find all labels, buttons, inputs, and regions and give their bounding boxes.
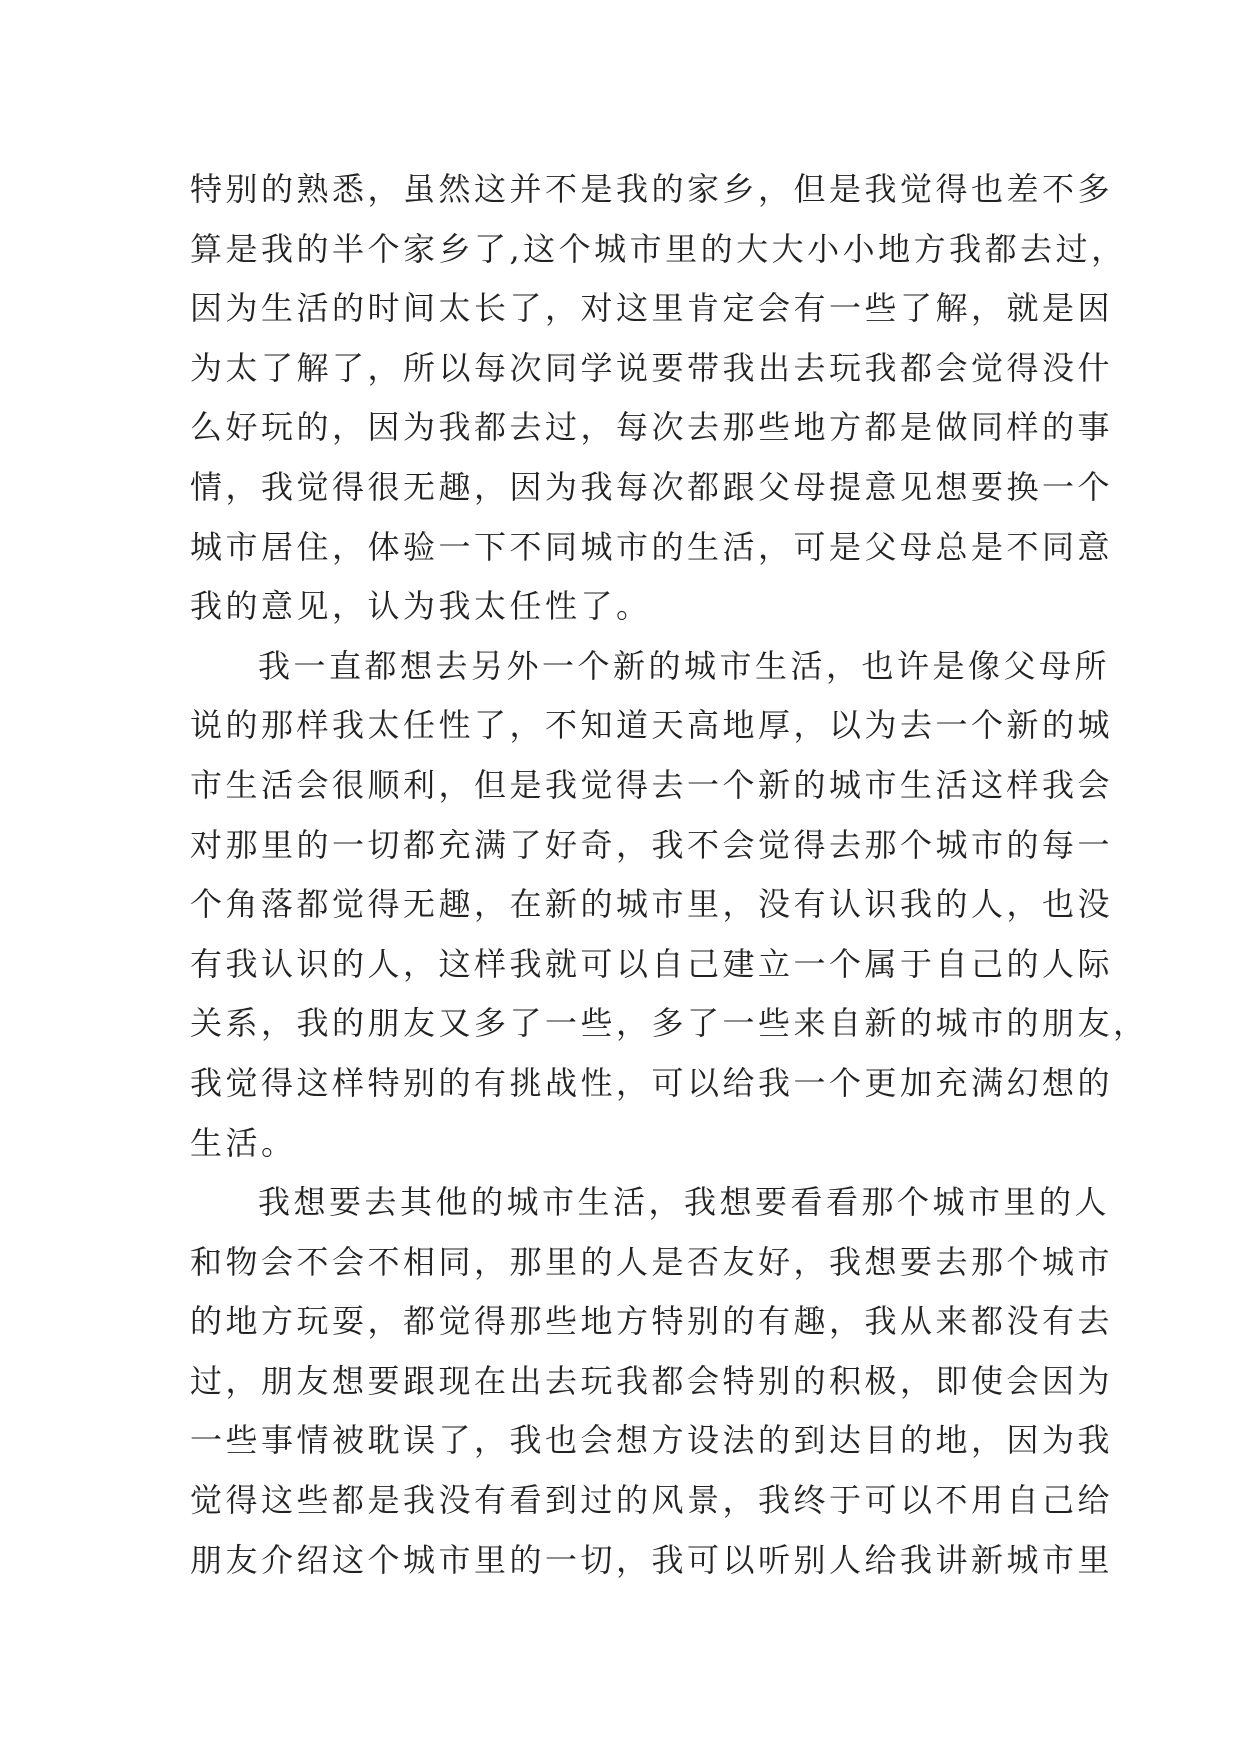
text-line: 过，朋友想要跟现在出去玩我都会特别的积极，即使会因为 [190,1361,1114,1400]
text-line: 因为生活的时间太长了，对这里肯定会有一些了解，就是因 [190,289,1114,328]
text-line: 算是我的半个家乡了,这个城市里的大大小小地方我都去过， [190,229,1127,268]
text-line: 有我认识的人，这样我就可以自己建立一个属于自己的人际 [190,944,1114,983]
text-line: 市生活会很顺利，但是我觉得去一个新的城市生活这样我会 [190,765,1114,804]
paragraph-first-line: 我一直都想去另外一个新的城市生活，也许是像父母所 [258,646,1111,685]
text-line: 么好玩的，因为我都去过，每次去那些地方都是做同样的事 [190,408,1114,447]
text-line: 情，我觉得很无趣，因为我每次都跟父母提意见想要换一个 [190,467,1114,506]
text-line: 特别的熟悉，虽然这并不是我的家乡，但是我觉得也差不多 [190,170,1114,208]
text-line: 个角落都觉得无趣，在新的城市里，没有认识我的人，也没 [190,885,1114,924]
text-line: 生活。 [190,1123,297,1162]
text-line: 城市居住，体验一下不同城市的生活，可是父母总是不同意 [190,527,1114,566]
text-line: 和物会不会不相同，那里的人是否友好，我想要去那个城市 [190,1242,1114,1281]
text-line: 觉得这些都是我没有看到过的风景，我终于可以不用自己给 [190,1481,1114,1520]
text-line: 关系，我的朋友又多了一些，多了一些来自新的城市的朋友， [190,1004,1149,1043]
text-line: 我的意见，认为我太任性了。 [190,587,652,626]
text-line: 为太了解了，所以每次同学说要带我出去玩我都会觉得没什 [190,348,1114,387]
text-line: 一些事情被耽误了，我也会想方设法的到达目的地，因为我 [190,1421,1114,1460]
paragraph-first-line: 我想要去其他的城市生活，我想要看看那个城市里的人 [258,1183,1111,1222]
text-line: 说的那样我太任性了，不知道天高地厚，以为去一个新的城 [190,706,1114,745]
body-text [190,160,1149,1590]
text-line: 对那里的一切都充满了好奇，我不会觉得去那个城市的每一 [190,825,1114,864]
text-line: 朋友介绍这个城市里的一切，我可以听别人给我讲新城市里 [190,1540,1114,1579]
text-line: 我觉得这样特别的有挑战性，可以给我一个更加充满幻想的 [190,1063,1114,1102]
text-line: 的地方玩耍，都觉得那些地方特别的有趣，我从来都没有去 [190,1302,1114,1341]
